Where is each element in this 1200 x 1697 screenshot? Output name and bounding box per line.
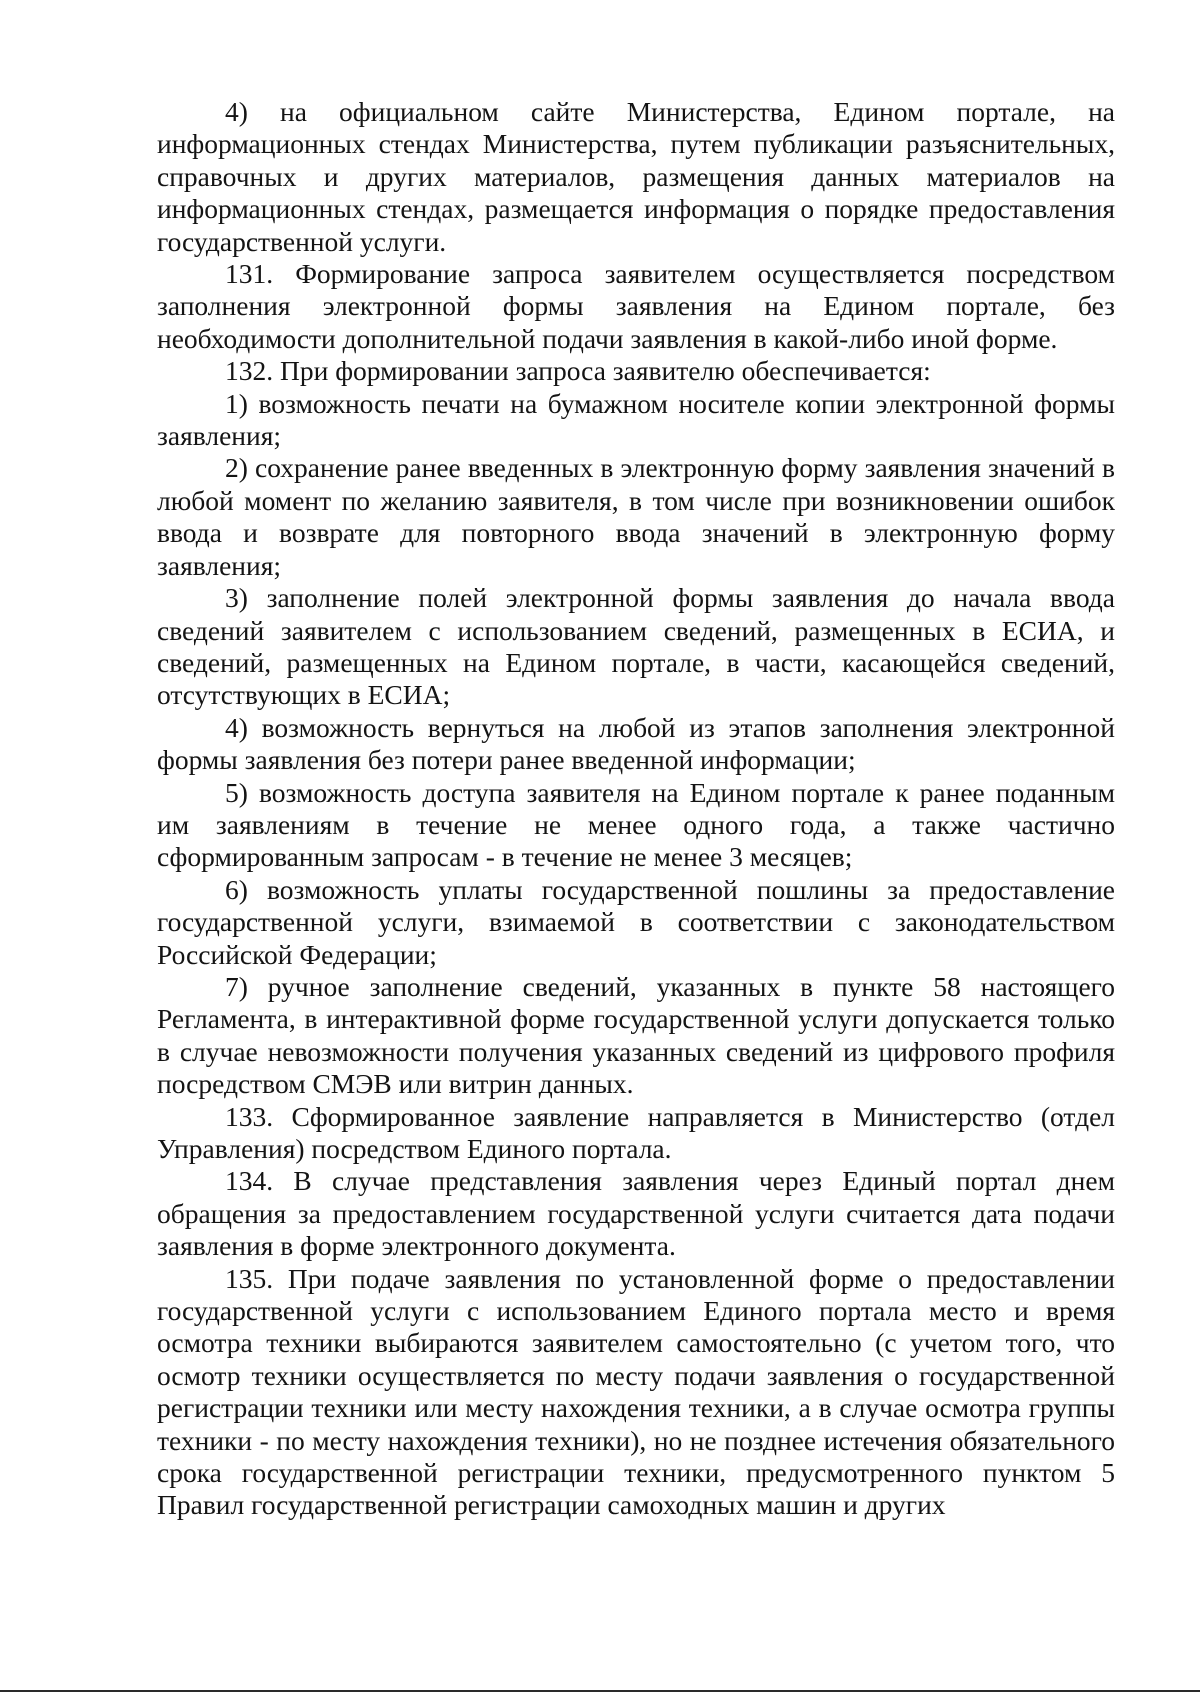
paragraph-132: 132. При формировании запроса заявителю обеспечивается: bbox=[225, 355, 931, 387]
paragraph-item-4-info: 4) на официальном сайте Министерства, Едином портале, на информационных стендах Министерства, путем публикации разъяснительных, справочных и других материалов, размещения данных материалов на информационных стендах, размещается информация о порядке предоставления государственной услуги. bbox=[157, 96, 1115, 257]
paragraph-131: 131. Формирование запроса заявителем осуществляется посредством заполнения электронной формы заявления на Едином портале, без необходимости дополнительной подачи заявления в какой-либо иной форме. bbox=[157, 258, 1115, 354]
paragraph-134: 134. В случае представления заявления через Единый портал днем обращения за предоставлением государственной услуги считается дата подачи заявления в форме электронного документа. bbox=[157, 1165, 1115, 1262]
paragraph-133: 133. Сформированное заявление направляется в Министерство (отдел Управления) посредством Единого портала. bbox=[157, 1100, 1115, 1164]
paragraph-132-item-7: 7) ручное заполнение сведений, указанных в пункте 58 настоящего Регламента, в интерактивной форме государственной услуги допускается только в случае невозможности получения указанных сведений из цифрового профиля посредством СМЭВ или витрин данных. bbox=[157, 970, 1115, 1100]
paragraph-132-item-5: 5) возможность доступа заявителя на Едином портале к ранее поданным им заявлениям в течение не менее одного года, а также частично сформированным запросам - в течение не менее 3 месяцев; bbox=[157, 776, 1115, 873]
page-bottom-edge-line bbox=[0, 1690, 1200, 1692]
paragraph-132-item-2: 2) сохранение ранее введенных в электронную форму заявления значений в любой момент по желанию заявителя, в том числе при возникновении ошибок ввода и возврате для повторного ввода значений в электронную форму заявления; bbox=[157, 452, 1115, 581]
paragraph-132-item-1: 1) возможность печати на бумажном носителе копии электронной формы заявления; bbox=[157, 387, 1115, 452]
paragraph-132-item-3: 3) заполнение полей электронной формы заявления до начала ввода сведений заявителем с использованием сведений, размещенных в ЕСИА, и сведений, размещенных на Едином портале, в части, касающейся сведений, отсутствующих в ЕСИА; bbox=[157, 582, 1115, 711]
document-body bbox=[157, 96, 1115, 1522]
paragraph-135: 135. При подаче заявления по установленной форме о предоставлении государственной услуги с использованием Единого портала место и время осмотра техники выбираются заявителем самостоятельно (с учетом того, что осмотр техники осуществляется по месту подачи заявления о государственной регистрации техники или месту нахождения техники, а в случае осмотра группы техники - по месту нахождения техники), но не позднее истечения обязательного срока государственной регистрации техники, предусмотренного пунктом 5 Правил государственной регистрации самоходных машин и других bbox=[157, 1262, 1115, 1521]
paragraph-132-item-4: 4) возможность вернуться на любой из этапов заполнения электронной формы заявления без потери ранее введенной информации; bbox=[157, 711, 1115, 776]
paragraph-132-item-6: 6) возможность уплаты государственной пошлины за предоставление государственной услуги, взимаемой в соответствии с законодательством Российской Федерации; bbox=[157, 873, 1115, 970]
